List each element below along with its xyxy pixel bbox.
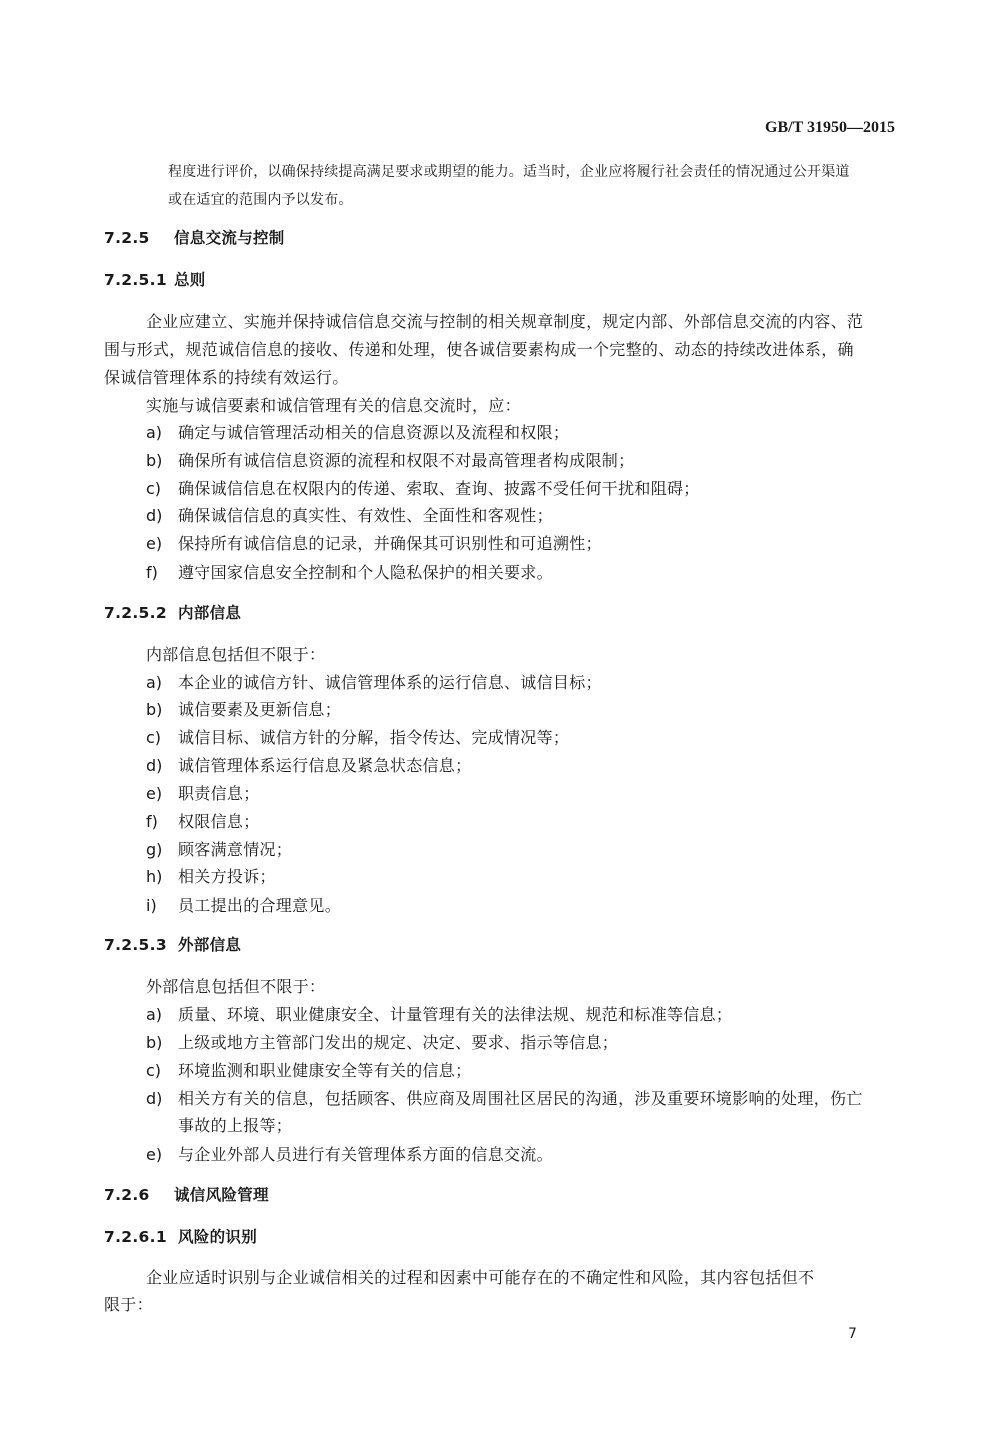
item-label: a) <box>146 423 163 442</box>
section-number: 7.2.5.2 <box>104 604 167 622</box>
item-text: 确保诚信信息的真实性、有效性、全面性和客观性； <box>178 506 553 525</box>
item-text: 遵守国家信息安全控制和个人隐私保护的相关要求。 <box>178 563 553 582</box>
item-text: 本企业的诚信方针、诚信管理体系的运行信息、诚信目标； <box>178 673 602 692</box>
paragraph-line: 企业应建立、实施并保持诚信信息交流与控制的相关规章制度，规定内部、外部信息交流的内容、范 <box>146 312 864 331</box>
list-lead: 外部信息包括但不限于： <box>146 977 326 996</box>
section-number: 7.2.6.1 <box>104 1228 167 1246</box>
item-text: 顾客满意情况； <box>178 840 293 859</box>
section-number: 7.2.5.3 <box>104 936 167 954</box>
item-text: 确保所有诚信信息资源的流程和权限不对最高管理者构成限制； <box>178 451 635 470</box>
item-text: 确保诚信信息在权限内的传递、索取、查询、披露不受任何干扰和阻碍； <box>178 479 700 498</box>
item-text: 诚信要素及更新信息； <box>178 700 342 719</box>
item-label: c) <box>146 479 162 498</box>
section-title: 总则 <box>174 271 206 289</box>
section-title: 诚信风险管理 <box>174 1186 269 1204</box>
section-number: 7.2.5.1 <box>104 271 167 289</box>
document-code-header: GB/T 31950—2015 <box>765 119 895 136</box>
item-label: d) <box>146 506 163 525</box>
section-title: 外部信息 <box>178 936 242 954</box>
section-heading-7-2-5 <box>104 228 285 248</box>
item-label: c) <box>146 1061 162 1080</box>
item-text: 员工提出的合理意见。 <box>178 896 342 915</box>
item-label: a) <box>146 1005 163 1024</box>
section-heading-7-2-5-3 <box>104 935 241 955</box>
item-text: 环境监测和职业健康安全等有关的信息； <box>178 1061 472 1080</box>
item-label: d) <box>146 756 163 775</box>
paragraph-line: 程度进行评价，以确保持续提高满足要求或期望的能力。适当时，企业应将履行社会责任的情况通过公开渠道 <box>168 164 850 180</box>
item-label: a) <box>146 673 163 692</box>
item-label: d) <box>146 1089 163 1108</box>
item-text: 相关方有关的信息，包括顾客、供应商及周围社区居民的沟通，涉及重要环境影响的处理，伤亡 <box>178 1089 863 1108</box>
paragraph-line: 围与形式，规范诚信信息的接收、传递和处理，使各诚信要素构成一个完整的、动态的持续改进体系，确 <box>104 340 854 359</box>
section-number: 7.2.5 <box>104 229 150 247</box>
item-label: f) <box>146 812 158 831</box>
section-heading-7-2-6 <box>104 1185 269 1205</box>
item-text: 诚信管理体系运行信息及紧急状态信息； <box>178 756 472 775</box>
item-label: e) <box>146 1145 163 1164</box>
item-text: 诚信目标、诚信方针的分解，指令传达、完成情况等； <box>178 728 570 747</box>
section-title: 风险的识别 <box>178 1228 258 1246</box>
item-label: b) <box>146 451 163 470</box>
item-label: e) <box>146 534 163 553</box>
item-label: b) <box>146 700 163 719</box>
item-label: f) <box>146 563 158 582</box>
section-title: 信息交流与控制 <box>174 229 285 247</box>
item-label: h) <box>146 867 163 886</box>
item-text: 保持所有诚信信息的记录，并确保其可识别性和可追溯性； <box>178 534 602 553</box>
item-text: 质量、环境、职业健康安全、计量管理有关的法律法规、规范和标准等信息； <box>178 1005 733 1024</box>
item-text: 上级或地方主管部门发出的规定、决定、要求、指示等信息； <box>178 1033 619 1052</box>
section-title: 内部信息 <box>178 604 242 622</box>
paragraph-line: 限于： <box>104 1295 153 1314</box>
paragraph-line: 保诚信管理体系的持续有效运行。 <box>104 368 349 387</box>
section-heading-7-2-5-1 <box>104 270 206 290</box>
item-text: 权限信息； <box>178 812 260 831</box>
section-number: 7.2.6 <box>104 1186 150 1204</box>
item-label: b) <box>146 1033 163 1052</box>
item-label: c) <box>146 728 162 747</box>
paragraph-line: 或在适宜的范围内予以发布。 <box>168 192 353 208</box>
paragraph-line: 企业应适时识别与企业诚信相关的过程和因素中可能存在的不确定性和风险，其内容包括但不 <box>146 1268 815 1287</box>
item-label: g) <box>146 840 163 859</box>
item-text: 相关方投诉； <box>178 867 276 886</box>
list-lead: 实施与诚信要素和诚信管理有关的信息交流时，应： <box>146 396 521 415</box>
section-heading-7-2-6-1 <box>104 1227 257 1247</box>
item-label: i) <box>146 896 157 915</box>
item-text-continuation: 事故的上报等； <box>178 1116 293 1135</box>
item-text: 确定与诚信管理活动相关的信息资源以及流程和权限； <box>178 423 570 442</box>
list-lead: 内部信息包括但不限于： <box>146 645 326 664</box>
item-text: 职责信息； <box>178 784 260 803</box>
section-heading-7-2-5-2 <box>104 603 241 623</box>
item-label: e) <box>146 784 163 803</box>
page-number: 7 <box>848 1326 857 1342</box>
item-text: 与企业外部人员进行有关管理体系方面的信息交流。 <box>178 1145 553 1164</box>
